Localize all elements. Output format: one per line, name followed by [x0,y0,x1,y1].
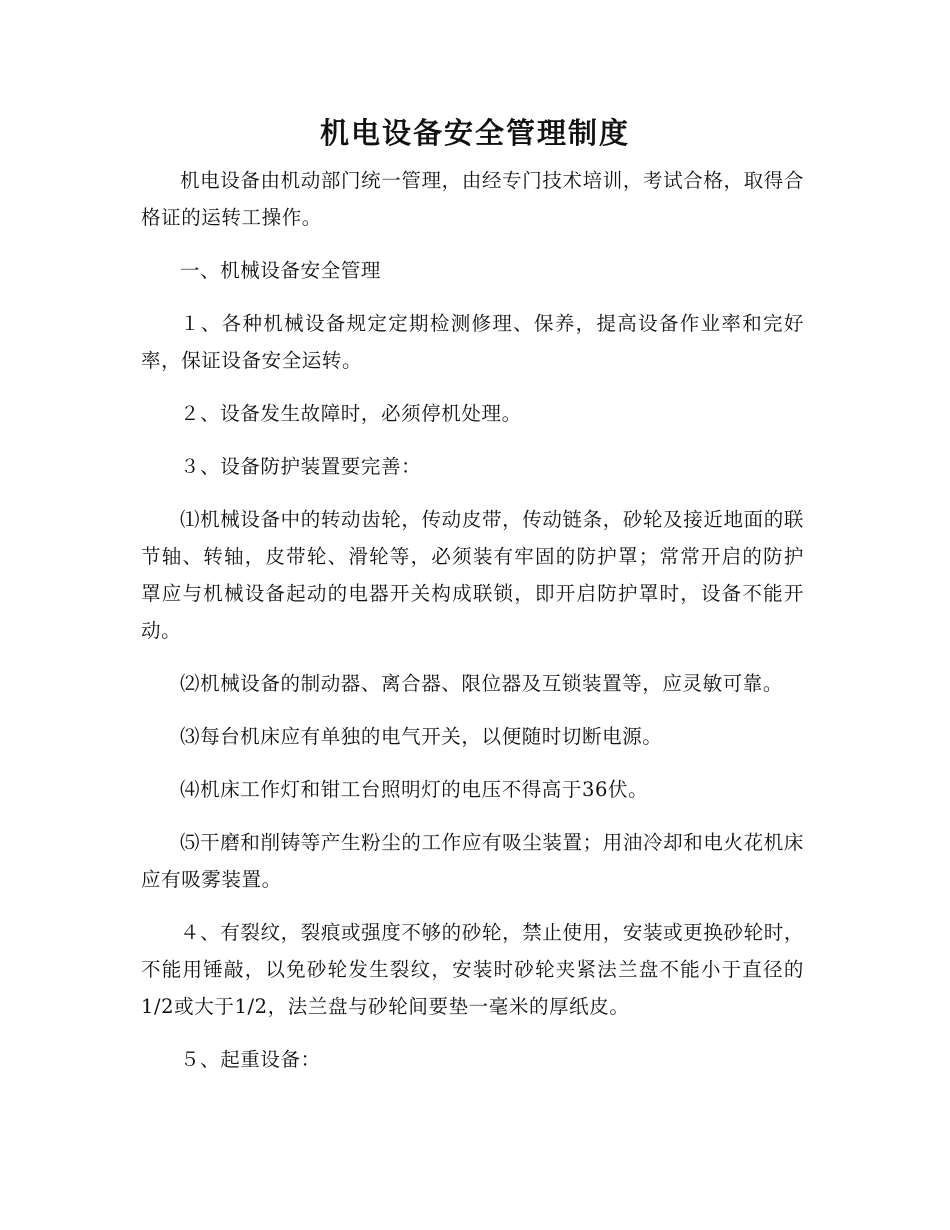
paragraph-item-4: ４、有裂纹，裂痕或强度不够的砂轮，禁止使用，安装或更换砂轮时，不能用锤敲，以免砂轮发生裂纹，安装时砂轮夹紧法兰盘不能小于直径的1/2或大于1/2，法兰盘与砂轮间要垫一毫米的厚纸皮。 [141,921,804,1018]
paragraph-item-5: ５、起重设备： [180,1048,321,1071]
paragraph-subitem-1: ⑴机械设备中的转动齿轮，传动皮带，传动链条，砂轮及接近地面的联节轴、转轴，皮带轮、滑轮等，必须装有牢固的防护罩；常常开启的防护罩应与机械设备起动的电器开关构成联锁，即开启防护罩时，设备不能开动。 [141,508,804,642]
document-title: 机电设备安全管理制度 [319,116,630,150]
section-heading-machinery: 一、机械设备安全管理 [180,259,382,282]
paragraph-item-3: ３、设备防护装置要完善： [180,455,422,478]
paragraph-subitem-5: ⑸干磨和削铸等产生粉尘的工作应有吸尘装置；用油冷却和电火花机床应有吸雾装置。 [141,831,804,891]
paragraph-item-2: ２、设备发生故障时，必须停机处理。 [180,402,522,425]
paragraph-subitem-2: ⑵机械设备的制动器、离合器、限位器及互锁装置等，应灵敏可靠。 [180,672,784,695]
paragraph-subitem-3: ⑶每台机床应有单独的电气开关，以便随时切断电源。 [180,725,663,748]
paragraph-item-1: １、各种机械设备规定定期检测修理、保养，提高设备作业率和完好率，保证设备安全运转。 [141,312,804,372]
paragraph-subitem-4: ⑷机床工作灯和钳工台照明灯的电压不得高于36伏。 [180,778,649,801]
paragraph-intro: 机电设备由机动部门统一管理，由经专门技术培训，考试合格，取得合格证的运转工操作。 [141,169,804,229]
document-body [141,162,804,1094]
